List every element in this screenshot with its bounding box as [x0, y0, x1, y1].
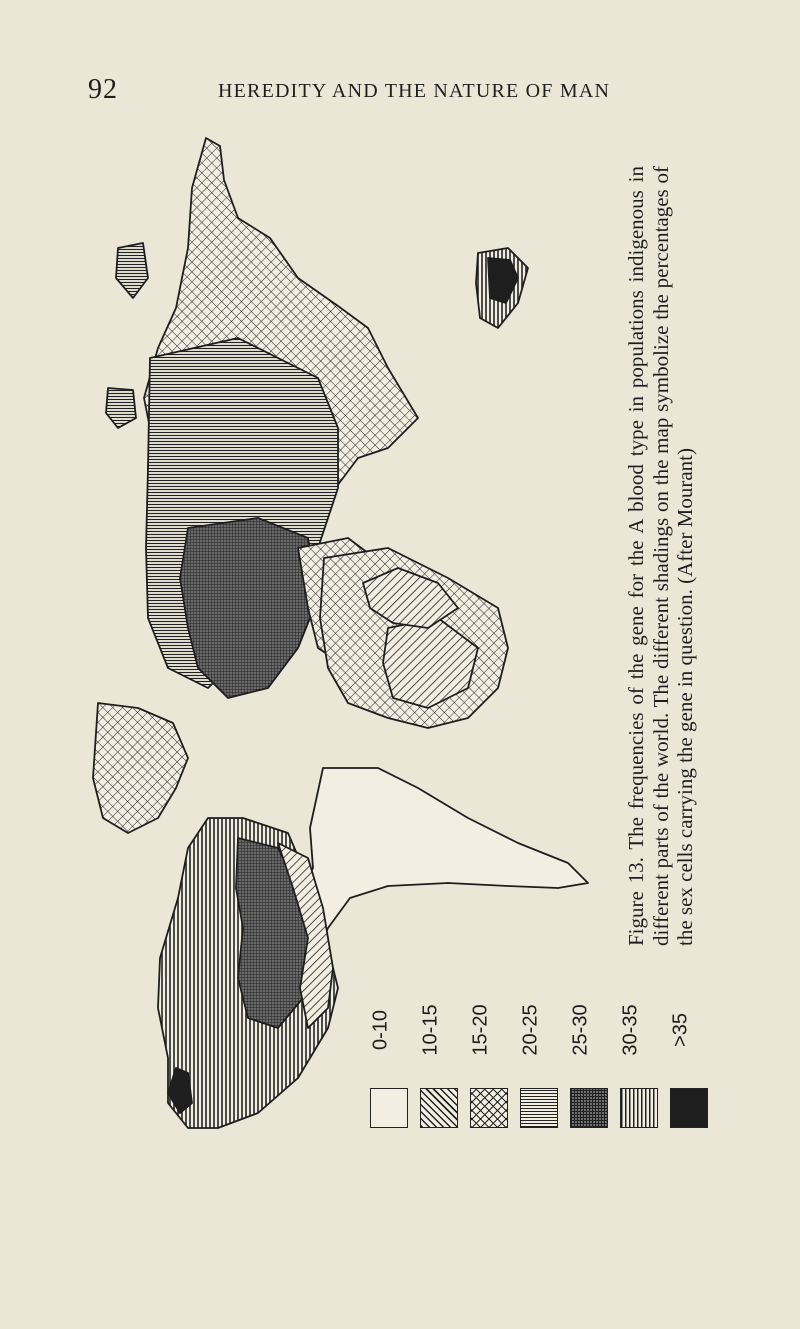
legend-item — [616, 982, 664, 1128]
legend-label: 10-15 — [419, 1003, 442, 1056]
page-header — [88, 74, 618, 108]
running-head: HEREDITY AND THE NATURE OF MAN — [218, 80, 611, 102]
legend-swatch-fine-grid — [570, 1088, 608, 1128]
figure-caption-box — [624, 166, 734, 946]
legend-swatch-solid-black — [670, 1088, 708, 1128]
region-arctic-islands-2 — [106, 388, 136, 428]
legend-swatch-vertical-lines — [620, 1088, 658, 1128]
legend-item — [416, 982, 464, 1128]
legend-swatch-blank — [370, 1088, 408, 1128]
region-europe — [180, 518, 318, 698]
legend-label: 20-25 — [519, 1003, 542, 1056]
legend-label: 15-20 — [469, 1003, 492, 1056]
legend-item — [366, 982, 414, 1128]
legend-item — [516, 982, 564, 1128]
map-legend — [366, 982, 726, 1128]
legend-label: 0-10 — [369, 1009, 392, 1050]
legend-swatch-horizontal-lines — [520, 1088, 558, 1128]
legend-swatch-cross-hatch — [470, 1088, 508, 1128]
figure-caption: Figure 13. The frequencies of the gene for the A blood type in populations indigenous in different parts of the world. The different shadings on the map symbolize the percentages of the sex cells carrying the gene in question. (After Mourant) — [624, 166, 697, 946]
legend-swatch-diagonal-hatch — [420, 1088, 458, 1128]
legend-label: 30-35 — [619, 1003, 642, 1056]
region-greenland — [93, 703, 188, 833]
legend-label: >35 — [669, 1012, 692, 1047]
legend-item — [466, 982, 514, 1128]
legend-item — [566, 982, 614, 1128]
legend-item — [666, 982, 714, 1128]
region-arctic-islands — [116, 243, 148, 298]
page-number: 92 — [88, 74, 118, 105]
legend-label: 25-30 — [569, 1003, 592, 1056]
